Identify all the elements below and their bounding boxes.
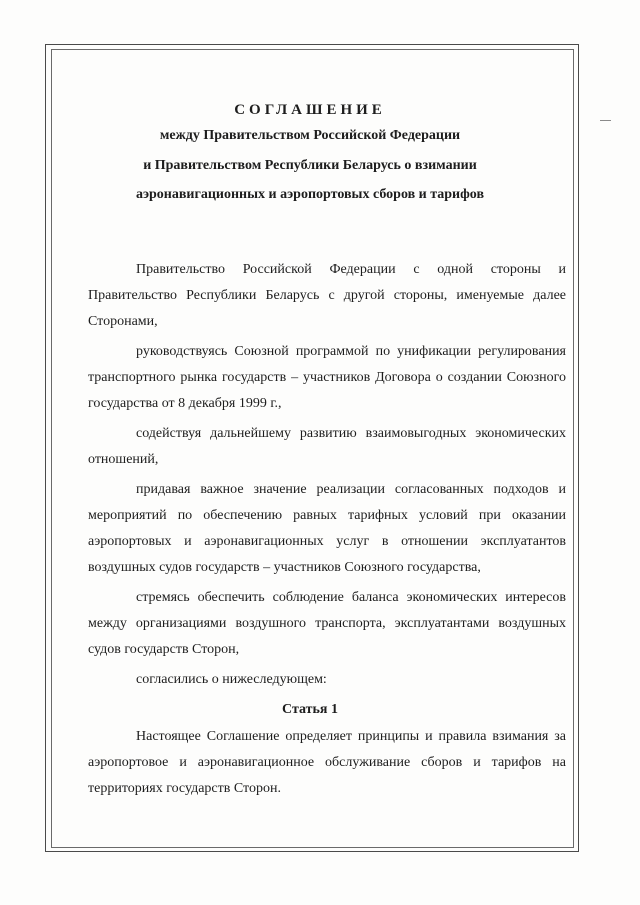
subtitle-line-3: аэронавигационных и аэропортовых сборов и тарифов bbox=[135, 187, 485, 202]
preamble-paragraph-promoting: содействуя дальнейшему развитию взаимовыгодных экономических отношений, bbox=[88, 426, 566, 467]
preamble-paragraph-parties: Правительство Российской Федерации с одной стороны и Правительство Республики Беларусь с другой стороны, именуемые далее Сторонами, bbox=[88, 262, 566, 329]
article-1-text: Настоящее Соглашение определяет принципы и правила взимания за аэропортовое и аэронавигационное обслуживание сборов и тарифов на территориях государств Сторон. bbox=[88, 729, 566, 796]
article-1-heading: Статья 1 bbox=[282, 702, 338, 717]
subtitle-line-1: между Правительством Российской Федерации bbox=[159, 128, 461, 143]
margin-mark bbox=[600, 120, 611, 121]
article-1-body bbox=[88, 724, 566, 802]
preamble-paragraph-agreed: согласились о нижеследующем: bbox=[136, 672, 327, 687]
preamble-paragraph-guided: руководствуясь Союзной программой по унификации регулирования транспортного рынка государств – участников Договора о создании Союзного государства от 8 декабря 1999 г., bbox=[88, 344, 566, 411]
document-title: СОГЛАШЕНИЕ bbox=[234, 102, 386, 118]
preamble bbox=[88, 257, 566, 693]
subtitle-line-2: и Правительством Республики Беларусь о взимании bbox=[143, 158, 477, 173]
preamble-paragraph-importance: придавая важное значение реализации согласованных подходов и мероприятий по обеспечению равных тарифных условий при оказании аэропортовых и аэронавигационных услуг в отношении эксплуатантов воздушных судов государств – участников Союзного государства, bbox=[88, 482, 566, 575]
preamble-paragraph-balance: стремясь обеспечить соблюдение баланса экономических интересов между организациями воздушного транспорта, эксплуатантами воздушных судов государств Сторон, bbox=[88, 590, 566, 657]
